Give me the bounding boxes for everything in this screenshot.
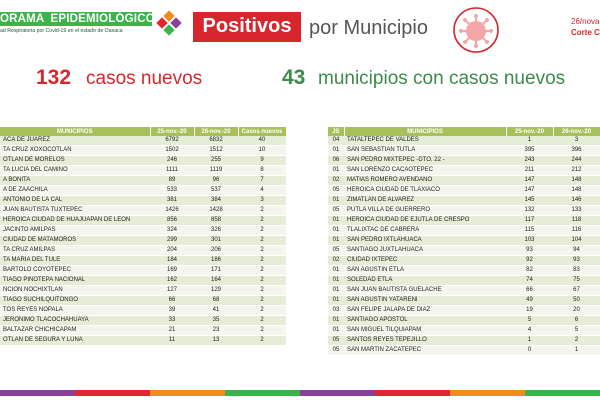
stripe-green <box>525 390 600 396</box>
table-cell: 67 <box>553 286 600 296</box>
table-cell: 243 <box>506 156 553 166</box>
table-cell: 1502 <box>150 146 194 156</box>
table-cell: TIAGO PINOTEPA NACIONAL <box>0 276 150 286</box>
table-cell: 148 <box>553 186 600 196</box>
table-cell: 164 <box>194 276 238 286</box>
table-cell: 1 <box>553 346 600 356</box>
table-row <box>328 186 600 196</box>
table-cell: TA CRUZ XOXOCOTLAN <box>0 146 150 156</box>
new-cases-number: 132 <box>36 66 72 89</box>
column-header: JS <box>328 127 344 136</box>
table-cell: SAN MARTIN ZACATEPEC <box>344 346 506 356</box>
table-cell: 146 <box>553 196 600 206</box>
table-row <box>0 166 286 176</box>
table-cell: 2 <box>238 236 286 246</box>
table-cell: 2 <box>238 296 286 306</box>
table-cell: 2 <box>238 306 286 316</box>
table-cell: 01 <box>328 276 344 286</box>
table-cell: 3 <box>238 196 286 206</box>
table-cell: 06 <box>328 156 344 166</box>
table-cell: 68 <box>194 296 238 306</box>
table-cell: SAN LORENZO CACAOTEPEC <box>344 166 506 176</box>
table-cell: HEROICA CIUDAD DE HUAJUAPAN DE LEON <box>0 216 150 226</box>
table-row <box>328 176 600 186</box>
table-cell: A BONITA <box>0 176 150 186</box>
table-cell: 104 <box>553 236 600 246</box>
table-cell: 171 <box>194 266 238 276</box>
table-cell: 1111 <box>150 166 194 176</box>
table-cell: 05 <box>328 336 344 346</box>
brand-title-part1: ORAMA <box>0 13 45 25</box>
table-row <box>328 286 600 296</box>
table-cell: 1512 <box>194 146 238 156</box>
table-row <box>0 186 286 196</box>
header <box>0 0 600 50</box>
table-cell: 89 <box>150 176 194 186</box>
table-cell: 75 <box>553 276 600 286</box>
table-cell: 33 <box>150 316 194 326</box>
column-header: 26-nov.-20 <box>194 127 238 136</box>
table-row <box>328 136 600 146</box>
table-cell: 299 <box>150 236 194 246</box>
table-cell: 8 <box>238 166 286 176</box>
table-cell: 21 <box>150 326 194 336</box>
table-cell: 2 <box>238 226 286 236</box>
table-cell: PUTLA VILLA DE GUERRERO <box>344 206 506 216</box>
table-cell: 05 <box>328 346 344 356</box>
table-cell: 6792 <box>150 136 194 146</box>
table-cell: SANTIAGO JUXTLAHUACA <box>344 246 506 256</box>
table-cell: 4 <box>238 186 286 196</box>
table-cell: 50 <box>553 296 600 306</box>
table-cell: 211 <box>506 166 553 176</box>
table-row <box>0 236 286 246</box>
table-row <box>328 276 600 286</box>
table-cell: 4 <box>506 326 553 336</box>
municipalities-label: municipios con casos nuevos <box>318 68 566 89</box>
table-header-row <box>328 127 600 136</box>
brand-subtitle: ad Respiratoria por Covid-19 en el estado de Oaxaca <box>0 28 123 34</box>
table-cell: 13 <box>194 336 238 346</box>
table-row <box>0 256 286 266</box>
table-cell: 04 <box>328 136 344 146</box>
table-cell: 169 <box>150 266 194 276</box>
table-row <box>328 166 600 176</box>
table-cell: 20 <box>553 306 600 316</box>
table-cell: BARTOLO COYOTEPEC <box>0 266 150 276</box>
table-cell: 01 <box>328 196 344 206</box>
table-row <box>328 246 600 256</box>
table-cell: 01 <box>328 266 344 276</box>
table-cell: 05 <box>328 186 344 196</box>
table-header-row <box>0 127 286 136</box>
stripe-green <box>225 390 300 396</box>
table-cell: 133 <box>553 206 600 216</box>
table-row <box>328 226 600 236</box>
table-cell: 11 <box>150 336 194 346</box>
table-cell: SAN SEBASTIAN TUTLA <box>344 146 506 156</box>
table-cell: A DE ZAACHILA <box>0 186 150 196</box>
table-cell: SAN AGUSTIN YATARENI <box>344 296 506 306</box>
table-cell: BALTAZAR CHICHICAPAM <box>0 326 150 336</box>
table-cell: 255 <box>194 156 238 166</box>
table-cell: 537 <box>194 186 238 196</box>
table-cell: SAN JUAN BAUTISTA GUELACHE <box>344 286 506 296</box>
table-cell: SOLEDAD ETLA <box>344 276 506 286</box>
table-cell: TLALIXTAC DE CABRERA <box>344 226 506 236</box>
stripe-purple <box>300 390 375 396</box>
table-row <box>328 326 600 336</box>
table-cell: 41 <box>194 306 238 316</box>
table-cell: 2 <box>553 336 600 346</box>
colored-cross-logo-icon <box>156 10 182 36</box>
table-row <box>328 236 600 246</box>
table-cell: 206 <box>194 246 238 256</box>
table-row <box>328 196 600 206</box>
column-header: 25-nov.-20 <box>150 127 194 136</box>
table-cell: 92 <box>506 256 553 266</box>
table-cell: 186 <box>194 256 238 266</box>
table-cell: 147 <box>506 176 553 186</box>
table-cell: 184 <box>150 256 194 266</box>
table-cell: TA CRUZ AMILPAS <box>0 246 150 256</box>
brand-title-part2: EPIDEMIOLÓGICO <box>50 13 155 25</box>
table-cell: 384 <box>194 196 238 206</box>
table-row <box>0 176 286 186</box>
table-cell: JACINTO AMILPAS <box>0 226 150 236</box>
table-row <box>328 216 600 226</box>
table-cell: 01 <box>328 296 344 306</box>
table-row <box>0 296 286 306</box>
table-row <box>328 316 600 326</box>
table-cell: 117 <box>506 216 553 226</box>
table-cell: 83 <box>553 266 600 276</box>
table-cell: SAN AGUSTIN ETLA <box>344 266 506 276</box>
table-cell: TOS REYES NOPALA <box>0 306 150 316</box>
table-row <box>0 146 286 156</box>
table-cell: ACA DE JUAREZ <box>0 136 150 146</box>
table-cell: SAN FELIPE JALAPA DE DIAZ <box>344 306 506 316</box>
table-cell: 96 <box>194 176 238 186</box>
table-cell: 324 <box>150 226 194 236</box>
column-header: 25-nov.-20 <box>506 127 553 136</box>
table-cell: CIUDAD DE MATAMOROS <box>0 236 150 246</box>
table-row <box>0 196 286 206</box>
table-row <box>0 246 286 256</box>
table-row <box>0 286 286 296</box>
column-header: 26-nov.-20 <box>553 127 600 136</box>
table-row <box>0 326 286 336</box>
table-cell: 01 <box>328 146 344 156</box>
table-cell: 01 <box>328 216 344 226</box>
table-cell: HEROICA CIUDAD DE EJUTLA DE CRESPO <box>344 216 506 226</box>
table-cell: 66 <box>506 286 553 296</box>
table-cell: JERONIMO TLACOCHAHUAYA <box>0 316 150 326</box>
table-cell: 93 <box>553 256 600 266</box>
table-cell: 856 <box>150 216 194 226</box>
table-cell: 01 <box>328 316 344 326</box>
left-table-body <box>0 136 286 346</box>
table-row <box>328 256 600 266</box>
header-corte: Corte C <box>571 28 600 37</box>
table-cell: CIUDAD IXTEPEC <box>344 256 506 266</box>
table-cell: 145 <box>506 196 553 206</box>
table-row <box>0 136 286 146</box>
table-cell: 396 <box>553 146 600 156</box>
table-cell: 326 <box>194 226 238 236</box>
table-cell: 103 <box>506 236 553 246</box>
table-row <box>328 306 600 316</box>
table-cell: NCION NOCHIXTLAN <box>0 286 150 296</box>
table-row <box>0 206 286 216</box>
table-cell: 01 <box>328 166 344 176</box>
table-cell: TIAGO SUCHILQUITONGO <box>0 296 150 306</box>
table-row <box>328 296 600 306</box>
table-cell: 858 <box>194 216 238 226</box>
table-cell: ANTONIO DE LA CAL <box>0 196 150 206</box>
table-cell: 9 <box>238 156 286 166</box>
table-cell: ZIMATLAN DE ALVAREZ <box>344 196 506 206</box>
stripe-orange <box>450 390 525 396</box>
table-cell: SAN PEDRO IXTLAHUACA <box>344 236 506 246</box>
table-cell: 1428 <box>194 206 238 216</box>
table-cell: 1119 <box>194 166 238 176</box>
table-row <box>328 206 600 216</box>
table-cell: 2 <box>238 286 286 296</box>
table-cell: 23 <box>194 326 238 336</box>
table-cell: 01 <box>328 226 344 236</box>
table-cell: 244 <box>553 156 600 166</box>
table-cell: 2 <box>238 266 286 276</box>
table-cell: 7 <box>238 176 286 186</box>
table-cell: 40 <box>238 136 286 146</box>
table-row <box>328 146 600 156</box>
table-cell: 01 <box>328 286 344 296</box>
table-cell: 129 <box>194 286 238 296</box>
table-cell: 82 <box>506 266 553 276</box>
right-table-body <box>328 136 600 356</box>
table-cell: 2 <box>238 216 286 226</box>
table-cell: 246 <box>150 156 194 166</box>
table-cell: 1 <box>506 136 553 146</box>
table-cell: 147 <box>506 186 553 196</box>
table-cell: 148 <box>553 176 600 186</box>
table-cell: 5 <box>506 316 553 326</box>
table-cell: 02 <box>328 176 344 186</box>
table-cell: 93 <box>506 246 553 256</box>
table-row <box>0 276 286 286</box>
table-cell: 94 <box>553 246 600 256</box>
table-cell: 132 <box>506 206 553 216</box>
table-row <box>328 266 600 276</box>
title-positive: Positivos <box>202 15 292 37</box>
table-row <box>0 336 286 346</box>
table-cell: 03 <box>328 306 344 316</box>
table-cell: 2 <box>238 336 286 346</box>
stripe-red <box>375 390 450 396</box>
table-cell: 2 <box>238 246 286 256</box>
table-cell: 35 <box>194 316 238 326</box>
table-row <box>0 216 286 226</box>
table-cell: TA MARIA DEL TULE <box>0 256 150 266</box>
table-row <box>328 336 600 346</box>
table-cell: 204 <box>150 246 194 256</box>
table-cell: 49 <box>506 296 553 306</box>
table-cell: 6832 <box>194 136 238 146</box>
table-cell: 05 <box>328 206 344 216</box>
left-municipality-table <box>0 127 287 346</box>
table-cell: 5 <box>553 326 600 336</box>
municipalities-number: 43 <box>282 66 306 89</box>
table-cell: 301 <box>194 236 238 246</box>
column-header: MUNICIPIOS <box>0 127 150 136</box>
header-date: 26/nova <box>571 17 600 26</box>
brand-title <box>0 13 155 25</box>
table-cell: 395 <box>506 146 553 156</box>
column-header: Casos nuevos <box>238 127 286 136</box>
table-cell: 1426 <box>150 206 194 216</box>
table-cell: 2 <box>238 316 286 326</box>
table-cell: SANTIAGO APOSTOL <box>344 316 506 326</box>
table-cell: 19 <box>506 306 553 316</box>
table-cell: MATIAS ROMERO AVENDAÑO <box>344 176 506 186</box>
table-cell: 127 <box>150 286 194 296</box>
right-municipality-table <box>328 127 600 356</box>
table-cell: 01 <box>328 326 344 336</box>
table-cell: 0 <box>506 346 553 356</box>
table-cell: SAN MIGUEL TILQUIAPAM <box>344 326 506 336</box>
table-cell: 381 <box>150 196 194 206</box>
stripe-orange <box>150 390 225 396</box>
table-cell: 115 <box>506 226 553 236</box>
table-cell: 2 <box>238 326 286 336</box>
title-municipality: por Municipio <box>309 17 428 39</box>
table-cell: OTLAN DE SEGURA Y LUNA <box>0 336 150 346</box>
table-cell: 2 <box>238 276 286 286</box>
table-cell: 2 <box>238 256 286 266</box>
stripe-purple <box>0 390 75 396</box>
table-cell: 162 <box>150 276 194 286</box>
stripe-red <box>75 390 150 396</box>
table-cell: 05 <box>328 246 344 256</box>
table-cell: 3 <box>553 136 600 146</box>
table-row <box>328 346 600 356</box>
table-cell: 6 <box>553 316 600 326</box>
table-cell: 02 <box>328 256 344 266</box>
new-cases-label: casos nuevos <box>86 68 203 89</box>
table-cell: 116 <box>553 226 600 236</box>
table-row <box>0 306 286 316</box>
table-cell: TA LUCIA DEL CAMINO <box>0 166 150 176</box>
table-cell: SAN PEDRO MIXTEPEC -DTO. 22 - <box>344 156 506 166</box>
table-cell: 118 <box>553 216 600 226</box>
table-cell: 01 <box>328 236 344 246</box>
table-cell: OTLAN DE MORELOS <box>0 156 150 166</box>
table-cell: 533 <box>150 186 194 196</box>
table-cell: 1 <box>506 336 553 346</box>
table-row <box>0 266 286 276</box>
table-cell: HEROICA CIUDAD DE TLAXIACO <box>344 186 506 196</box>
column-header: MUNICIPIOS <box>344 127 506 136</box>
table-cell: 10 <box>238 146 286 156</box>
table-cell: 2 <box>238 206 286 216</box>
table-row <box>0 226 286 236</box>
table-cell: 39 <box>150 306 194 316</box>
table-row <box>0 316 286 326</box>
table-cell: SANTOS REYES TEPEJILLO <box>344 336 506 346</box>
footer-color-stripes <box>0 390 600 396</box>
table-row <box>0 156 286 166</box>
table-row <box>328 156 600 166</box>
table-cell: TATALTEPEC DE VALDES <box>344 136 506 146</box>
table-cell: 74 <box>506 276 553 286</box>
table-cell: JUAN BAUTISTA TUXTEPEC <box>0 206 150 216</box>
table-cell: 66 <box>150 296 194 306</box>
coronavirus-icon <box>451 5 501 55</box>
table-cell: 212 <box>553 166 600 176</box>
